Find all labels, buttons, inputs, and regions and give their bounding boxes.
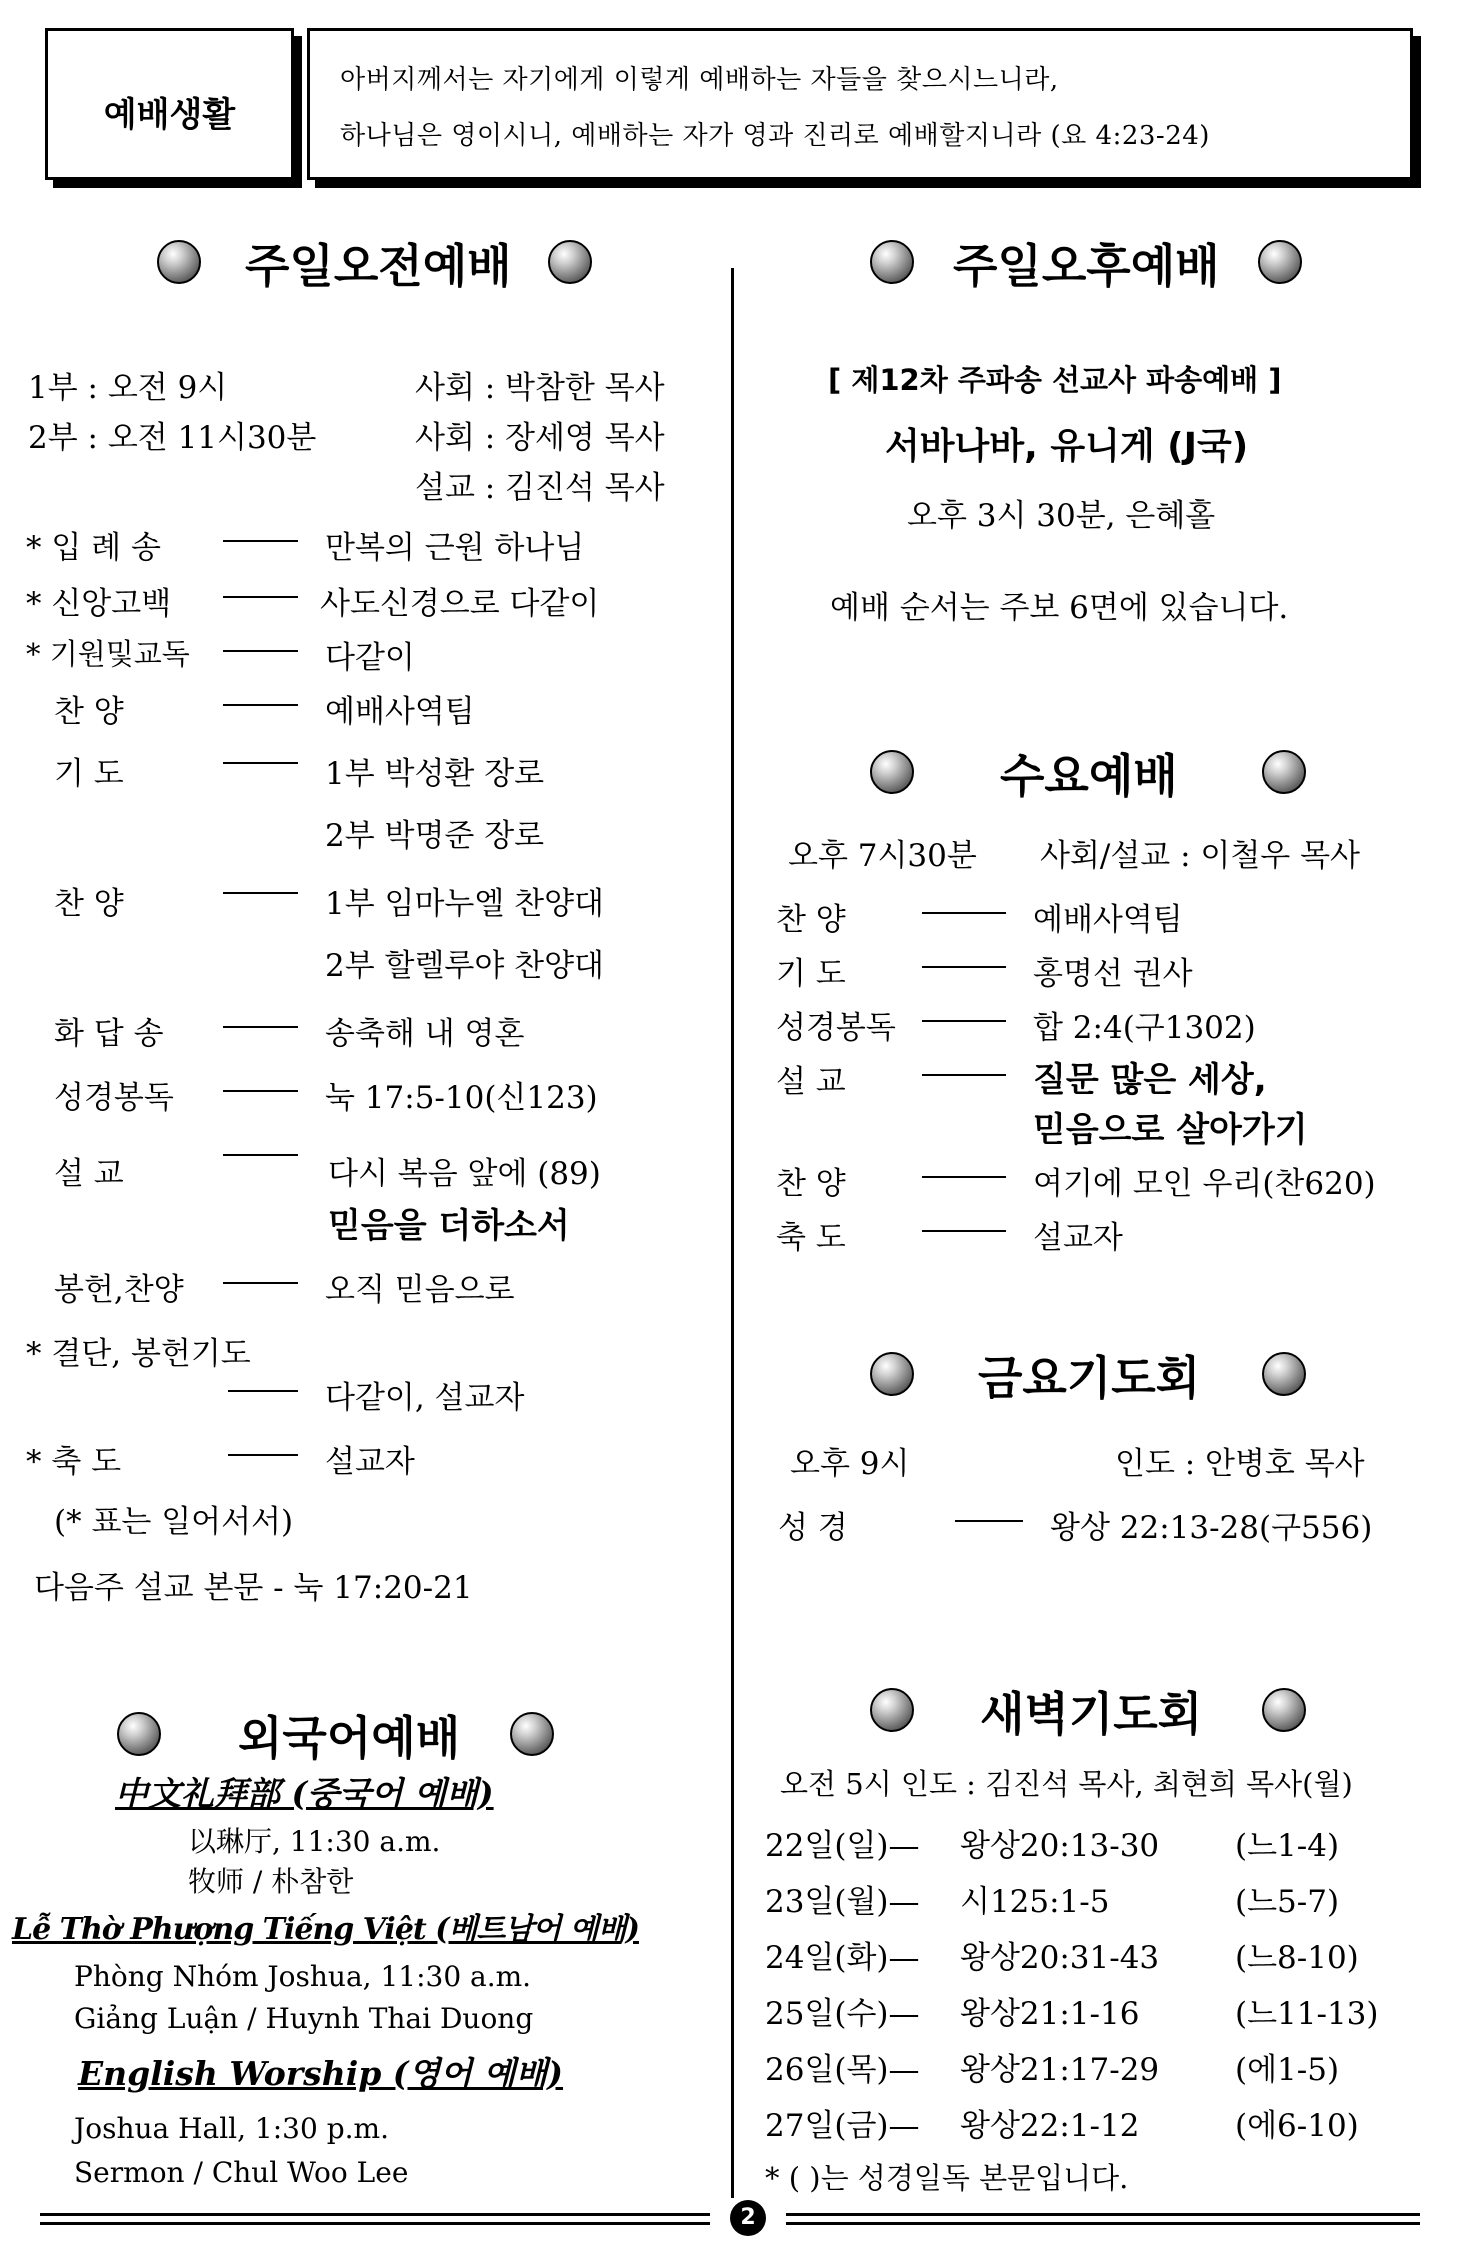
sermon-ref: 다시 복음 앞에 (89) — [328, 1156, 601, 1192]
order-label: 성경봉독 — [776, 1010, 896, 1046]
bullet-ball-icon — [1262, 1352, 1306, 1396]
next-week-text: 다음주 설교 본문 - 눅 17:20-21 — [34, 1570, 473, 1606]
leader-dash — [223, 762, 298, 764]
dawn-day: 22일(일)— — [765, 1828, 920, 1864]
order-value: 예배사역팀 — [325, 694, 475, 730]
bullet-ball-icon — [548, 240, 592, 284]
bullet-ball-icon — [870, 1352, 914, 1396]
bullet-ball-icon — [510, 1712, 554, 1756]
dawn-text: 왕상22:1-12 — [960, 2108, 1140, 2144]
order-value: 1부 박성환 장로 — [325, 756, 545, 792]
standing-note: (* 표는 일어서서) — [54, 1504, 294, 1540]
order-label: 성경봉독 — [54, 1080, 174, 1116]
bullet-ball-icon — [870, 240, 914, 284]
leader-dash — [922, 1020, 1006, 1022]
wednesday-title: 수요예배 — [1000, 749, 1178, 803]
order-label: * 기원및교독 — [26, 637, 190, 671]
order-value: 눅 17:5-10(신123) — [325, 1080, 598, 1116]
dawn-ref: (에1-5) — [1235, 2052, 1340, 2088]
chinese-line-1: 以琳厅, 11:30 a.m. — [188, 1825, 441, 1858]
dawn-ref: (에6-10) — [1235, 2108, 1359, 2144]
order-label: * 입 례 송 — [26, 530, 161, 566]
order-value: 1부 임마누엘 찬양대 — [325, 886, 604, 922]
dawn-note: * ( )는 성경일독 본문입니다. — [765, 2161, 1129, 2195]
bullet-ball-icon — [1262, 750, 1306, 794]
section-label-box — [45, 28, 294, 180]
order-value: 예배사역팀 — [1033, 902, 1183, 938]
bullet-ball-icon — [1258, 240, 1302, 284]
bullet-ball-icon — [117, 1712, 161, 1756]
morning-preacher: 설교 : 김진석 목사 — [415, 470, 665, 506]
dawn-day: 27일(금)— — [765, 2108, 920, 2144]
morning-leader-1: 사회 : 박참한 목사 — [415, 370, 665, 406]
order-value: 다같이 — [325, 640, 415, 676]
afternoon-note: 예배 순서는 주보 6면에 있습니다. — [830, 590, 1289, 626]
morning-title: 주일오전예배 — [245, 239, 512, 293]
order-label: 찬 양 — [776, 902, 846, 938]
order-value: 홍명선 권사 — [1033, 956, 1193, 992]
order-value-2: 2부 할렐루야 찬양대 — [325, 948, 604, 984]
page-number: 2 — [730, 2200, 766, 2236]
order-value-2: 2부 박명준 장로 — [325, 818, 545, 854]
dawn-day: 26일(목)— — [765, 2052, 920, 2088]
bullet-ball-icon — [157, 240, 201, 284]
order-label: 찬 양 — [776, 1166, 846, 1202]
missionary-names: 서바나바, 유니게 (J국) — [885, 426, 1249, 467]
leader-dash — [223, 650, 298, 652]
chinese-line-2: 牧师 / 朴참한 — [188, 1865, 354, 1898]
dawn-text: 시125:1-5 — [960, 1884, 1110, 1920]
leader-dash — [955, 1520, 1023, 1522]
afternoon-time: 오후 3시 30분, 은혜홀 — [907, 498, 1216, 534]
footer-rule-right — [786, 2222, 1420, 2225]
order-label: 설 교 — [776, 1064, 846, 1100]
wednesday-leader: 사회/설교 : 이철우 목사 — [1040, 838, 1360, 874]
wednesday-sermon-title-1: 질문 많은 세상, — [1033, 1060, 1267, 1100]
order-label: 축 도 — [776, 1220, 846, 1256]
dawn-text: 왕상20:31-43 — [960, 1940, 1160, 1976]
order-value: 송축해 내 영혼 — [325, 1016, 525, 1052]
leader-dash — [228, 1454, 298, 1456]
leader-dash — [223, 704, 298, 706]
afternoon-subtitle: [ 제12차 주파송 선교사 파송예배 ] — [828, 363, 1282, 397]
dawn-leader: 오전 5시 인도 : 김진석 목사, 최현희 목사(월) — [780, 1767, 1353, 1801]
leader-dash — [223, 540, 298, 542]
column-divider — [731, 268, 734, 2198]
dawn-ref: (느1-4) — [1235, 1828, 1340, 1864]
dawn-day: 25일(수)— — [765, 1996, 920, 2032]
order-label: * 신앙고백 — [26, 586, 172, 622]
bullet-ball-icon — [870, 750, 914, 794]
leader-dash — [922, 1074, 1006, 1076]
leader-dash — [223, 1090, 298, 1092]
leader-dash — [922, 1230, 1006, 1232]
order-value: 사도신경으로 다같이 — [320, 586, 600, 622]
dawn-ref: (느11-13) — [1235, 1996, 1379, 2032]
leader-dash — [223, 892, 298, 894]
footer-rule-left — [40, 2213, 710, 2216]
morning-leader-2: 사회 : 장세영 목사 — [415, 420, 665, 456]
dawn-day: 24일(화)— — [765, 1940, 920, 1976]
leader-dash — [223, 596, 298, 598]
leader-dash — [223, 1282, 298, 1284]
friday-title: 금요기도회 — [978, 1351, 1201, 1405]
bullet-ball-icon — [870, 1688, 914, 1732]
order-value: 설교자 — [325, 1444, 415, 1480]
morning-time-2: 2부 : 오전 11시30분 — [28, 420, 317, 456]
wednesday-sermon-title-2: 믿음으로 살아가기 — [1033, 1110, 1308, 1150]
order-label: 봉헌,찬양 — [54, 1272, 184, 1308]
foreign-title: 외국어예배 — [238, 1711, 461, 1765]
leader-dash — [922, 966, 1006, 968]
friday-time: 오후 9시 — [790, 1446, 910, 1482]
order-label: 찬 양 — [54, 886, 124, 922]
chinese-service-title: 中文礼拜部 (중국어 예배) — [115, 1774, 494, 1813]
dawn-ref: (느8-10) — [1235, 1940, 1359, 1976]
section-label: 예배생활 — [103, 95, 236, 135]
leader-dash — [922, 1176, 1006, 1178]
order-value: 만복의 근원 하나님 — [325, 530, 585, 566]
leader-dash — [223, 1026, 298, 1028]
sermon-title: 믿음을 더하소서 — [328, 1206, 570, 1246]
verse-line-1: 아버지께서는 자기에게 이렇게 예배하는 자들을 찾으시느니라, — [340, 65, 1059, 95]
verse-line-2: 하나님은 영이시니, 예배하는 자가 영과 진리로 예배할지니라 (요 4:23-24) — [340, 121, 1210, 151]
order-value: 다같이, 설교자 — [325, 1380, 525, 1416]
english-line-1: Joshua Hall, 1:30 p.m. — [74, 2112, 389, 2145]
order-value: 왕상 22:13-28(구556) — [1050, 1510, 1373, 1546]
footer-rule-left — [40, 2222, 710, 2225]
order-value: 합 2:4(구1302) — [1033, 1010, 1256, 1046]
footer-rule-right — [786, 2213, 1420, 2216]
english-line-2: Sermon / Chul Woo Lee — [74, 2156, 409, 2189]
order-label: 설 교 — [54, 1156, 124, 1192]
order-value: 여기에 모인 우리(찬620) — [1033, 1166, 1376, 1202]
bullet-ball-icon — [1262, 1688, 1306, 1732]
dawn-text: 왕상21:17-29 — [960, 2052, 1160, 2088]
header-verse-box — [307, 28, 1413, 180]
dawn-text: 왕상20:13-30 — [960, 1828, 1160, 1864]
order-label: * 결단, 봉헌기도 — [26, 1336, 251, 1372]
afternoon-title: 주일오후예배 — [953, 239, 1220, 293]
order-value: 오직 믿음으로 — [325, 1272, 515, 1308]
vietnamese-line-2: Giảng Luận / Huynh Thai Duong — [74, 2002, 534, 2035]
dawn-ref: (느5-7) — [1235, 1884, 1340, 1920]
order-label: 기 도 — [776, 956, 846, 992]
order-label: 찬 양 — [54, 694, 124, 730]
order-label: * 축 도 — [26, 1444, 122, 1480]
dawn-day: 23일(월)— — [765, 1884, 920, 1920]
vietnamese-line-1: Phòng Nhóm Joshua, 11:30 a.m. — [74, 1960, 532, 1993]
order-value: 설교자 — [1033, 1220, 1123, 1256]
leader-dash — [223, 1154, 298, 1156]
morning-time-1: 1부 : 오전 9시 — [28, 370, 228, 406]
dawn-title: 새벽기도회 — [980, 1687, 1203, 1741]
dawn-text: 왕상21:1-16 — [960, 1996, 1140, 2032]
wednesday-time: 오후 7시30분 — [788, 838, 977, 874]
order-label: 기 도 — [54, 756, 124, 792]
order-label: 성 경 — [778, 1510, 848, 1546]
english-service-title: English Worship (영어 예배) — [78, 2054, 564, 2093]
vietnamese-service-title: Lễ Thờ Phượng Tiếng Việt (베트남어 예배) — [12, 1912, 639, 1947]
friday-leader: 인도 : 안병호 목사 — [1115, 1446, 1365, 1482]
order-label: 화 답 송 — [54, 1016, 164, 1052]
leader-dash — [922, 912, 1006, 914]
leader-dash — [228, 1390, 298, 1392]
